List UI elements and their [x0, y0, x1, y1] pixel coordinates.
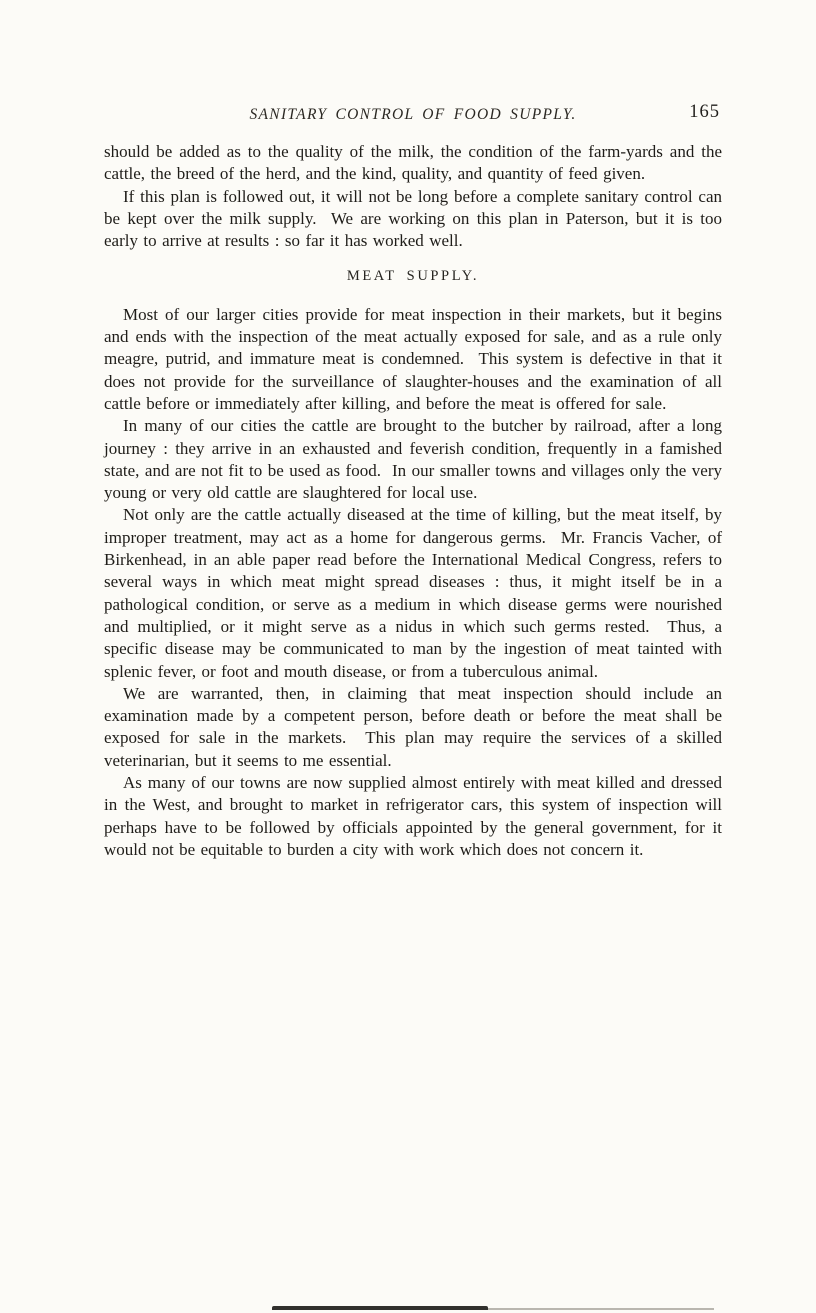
paragraph: Not only are the cattle actually diseased at the time of killing, but the meat itself, by improper treatment, may act as a home for dangerous germs. Mr. Francis Vacher, of Birkenhead, in an able paper read before the International Medical Congress, refers to several ways in which meat might spread diseases : thus, it might itself be in a pathological condition, or serve as a medium in which disease germs were nourished and multiplied, or it might serve as a nidus in which such germs rested. Thus, a specific disease may be communicated to man by the ingestion of meat tainted with splenic fever, or foot and mouth disease, or from a tuberculous animal. [104, 505, 722, 681]
paragraph-continuation: should be added as to the quality of the milk, the condition of the farm-yards and the cattle, the breed of the herd, and the kind, quality, and quantity of feed given. [104, 142, 722, 184]
section-heading: MEAT SUPPLY. [346, 268, 480, 285]
scan-edge-artifact-faint [488, 1308, 714, 1310]
paragraph: If this plan is followed out, it will not be long before a complete sanitary control can be kept over the milk supply. We are working on this plan in Paterson, but it is too early to arrive at results : so far it has worked well. [104, 186, 722, 251]
paragraph: We are warranted, then, in claiming that meat inspection should include an examination made by a competent person, before death or before the meat shall be exposed for sale in the markets. This plan may require the services of a skilled veterinarian, but it seems to me essential. [104, 683, 722, 770]
page-number: 165 [689, 102, 720, 122]
paragraph: As many of our towns are now supplied almost entirely with meat killed and dressed in the West, and brought to market in refrigerator cars, this system of inspection will perhaps have to be followed by officials appointed by the general government, for it would not be equitable to burden a city with work which does not concern it. [104, 773, 722, 859]
page-title: SANITARY CONTROL OF FOOD SUPPLY. [249, 106, 577, 123]
running-header [104, 104, 722, 128]
paragraph: In many of our cities the cattle are brought to the butcher by railroad, after a long journey : they arrive in an exhausted and feverish condition, frequently in a famished state, and are not fit to be used as food. In our smaller towns and villages only the very young or very old cattle are slaughtered for local use. [104, 416, 722, 503]
scan-edge-artifact [272, 1306, 488, 1310]
paragraph: Most of our larger cities provide for meat inspection in their markets, but it begins and ends with the inspection of the meat actually exposed for sale, and as a rule only meagre, putrid, and immature meat is condemned. This system is defective in that it does not provide for the surveillance of slaughter-houses and the examination of all cattle before or immediately after killing, and before the meat is offered for sale. [104, 304, 722, 413]
page-body [104, 141, 722, 861]
